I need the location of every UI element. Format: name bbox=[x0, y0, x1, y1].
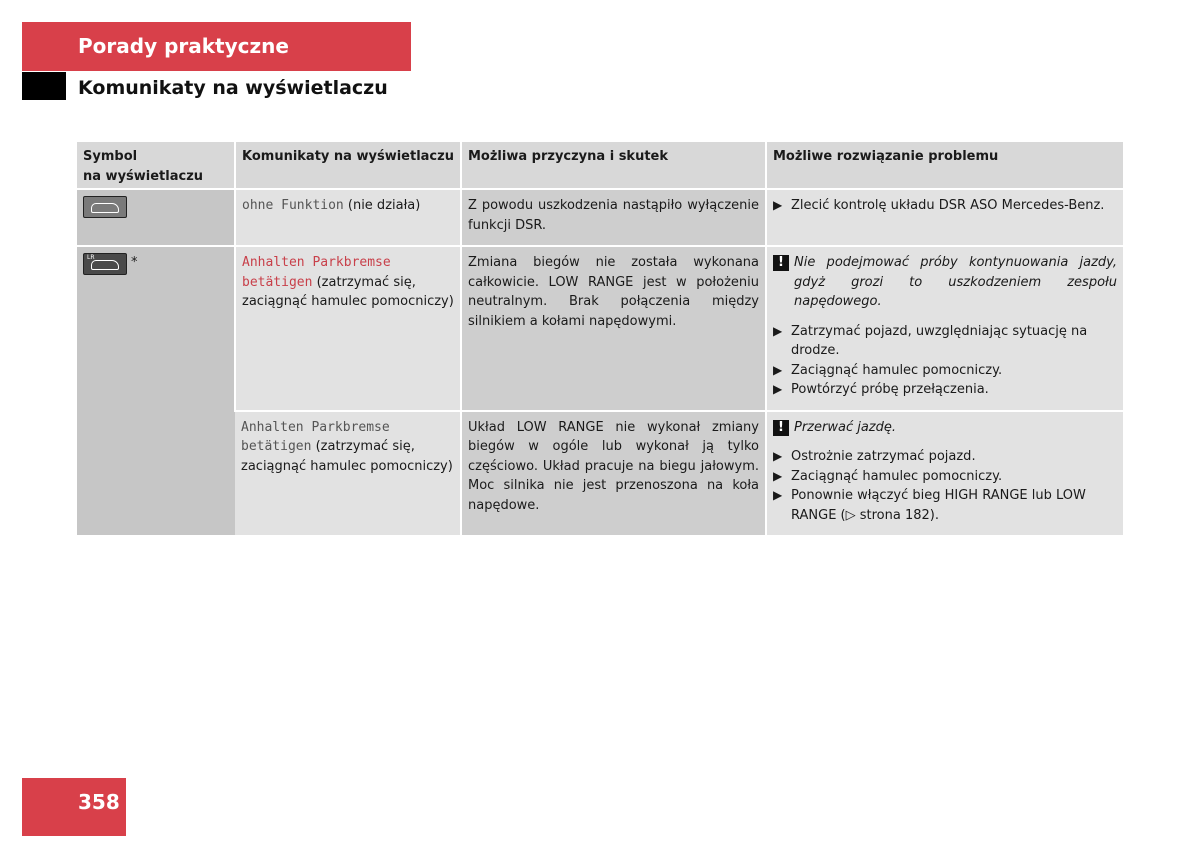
bullet-arrow-icon: ▶ bbox=[773, 488, 783, 502]
warning-text: Nie podejmować próby kontynuowania jazdy, gdyż grozi to uszkodzeniem zespołu napędowego. bbox=[794, 255, 1117, 309]
message-cell bbox=[235, 189, 461, 246]
table-row bbox=[77, 189, 1123, 246]
solution-step bbox=[773, 322, 1117, 361]
bullet-arrow-icon: ▶ bbox=[773, 449, 783, 463]
message-cell bbox=[235, 246, 461, 411]
section-header bbox=[22, 22, 411, 71]
column-header-cause: Możliwa przyczyna i skutek bbox=[461, 142, 766, 189]
message-code: Anhalten Parkbremse betätigen bbox=[241, 419, 390, 454]
solution-step bbox=[773, 380, 1117, 400]
message-translation: (nie działa) bbox=[343, 198, 421, 213]
warning-note bbox=[773, 253, 1117, 312]
step-text: Powtórzyć próbę przełączenia. bbox=[791, 382, 989, 397]
step-text: Ponownie włączyć bieg HIGH RANGE lub LOW RANGE (▷ strona 182). bbox=[791, 488, 1086, 523]
cause-cell: Układ LOW RANGE nie wykonał zmiany biegów w ogóle lub wykonał ją tylko częściowo. Układ pracuje na biegu jałowym. Moc silnika nie jest przenoszona na koła napędowe. bbox=[461, 411, 766, 536]
column-header-symbol bbox=[77, 142, 235, 189]
warning-text: Przerwać jazdę. bbox=[794, 419, 897, 435]
step-text: Ostrożnie zatrzymać pojazd. bbox=[791, 449, 976, 464]
page-subtitle: Komunikaty na wyświetlaczu bbox=[78, 77, 388, 99]
step-text: Zatrzymać pojazd, uwzględniając sytuację na drodze. bbox=[791, 323, 1088, 358]
message-translation: (zatrzymać się, zaciągnąć hamulec pomocniczy) bbox=[242, 274, 454, 309]
warning-exclamation-icon: ! bbox=[773, 420, 789, 436]
step-text: Zaciągnąć hamulec pomocniczy. bbox=[791, 362, 1003, 378]
cause-cell: Zmiana biegów nie została wykonana całkowicie. LOW RANGE jest w położeniu neutralnym. Brak połączenia między silnikiem a kołami napędowymi. bbox=[461, 246, 766, 411]
bullet-arrow-icon: ▶ bbox=[773, 468, 783, 483]
footnote-asterisk: * bbox=[131, 255, 138, 270]
bullet-arrow-icon: ▶ bbox=[773, 323, 783, 338]
column-header-solution: Możliwe rozwiązanie problemu bbox=[766, 142, 1123, 189]
page-number-box bbox=[22, 778, 126, 836]
symbol-cell bbox=[77, 246, 235, 535]
solution-cell bbox=[766, 189, 1123, 246]
dsr-car-icon bbox=[83, 196, 127, 218]
solution-step bbox=[773, 467, 1117, 487]
column-header-message: Komunikaty na wyświetlaczu bbox=[235, 142, 461, 189]
solution-step bbox=[773, 447, 1117, 467]
column-header-symbol-line1: Symbol bbox=[83, 149, 138, 164]
bullet-arrow-icon: ▶ bbox=[773, 198, 783, 212]
column-header-symbol-line2: na wyświetlaczu bbox=[83, 168, 204, 184]
warning-note bbox=[773, 418, 1117, 438]
page-number: 358 bbox=[78, 790, 120, 814]
low-range-car-icon: LR bbox=[83, 253, 127, 275]
step-text: Zlecić kontrolę układu DSR ASO Mercedes-Benz. bbox=[791, 198, 1105, 213]
table-header-row bbox=[77, 142, 1123, 189]
solution-cell bbox=[766, 246, 1123, 411]
message-code: Anhalten Parkbremse betätigen bbox=[242, 255, 391, 290]
table-row bbox=[77, 246, 1123, 411]
solution-step bbox=[773, 361, 1117, 381]
message-cell bbox=[235, 411, 461, 536]
symbol-cell bbox=[77, 189, 235, 246]
message-translation: (zatrzymać się, zaciągnąć hamulec pomocniczy) bbox=[241, 439, 453, 474]
warning-exclamation-icon: ! bbox=[773, 255, 789, 271]
bullet-arrow-icon: ▶ bbox=[773, 382, 783, 396]
cause-cell: Z powodu uszkodzenia nastąpiło wyłączenie funkcji DSR. bbox=[461, 189, 766, 246]
display-messages-table bbox=[77, 142, 1123, 535]
bullet-arrow-icon: ▶ bbox=[773, 362, 783, 377]
solution-cell bbox=[766, 411, 1123, 536]
solution-step bbox=[773, 196, 1117, 216]
section-title: Porady praktyczne bbox=[78, 34, 289, 58]
subtitle-marker bbox=[22, 72, 66, 100]
step-text: Zaciągnąć hamulec pomocniczy. bbox=[791, 468, 1003, 484]
message-code: ohne Funktion bbox=[242, 198, 344, 213]
solution-step bbox=[773, 486, 1117, 525]
